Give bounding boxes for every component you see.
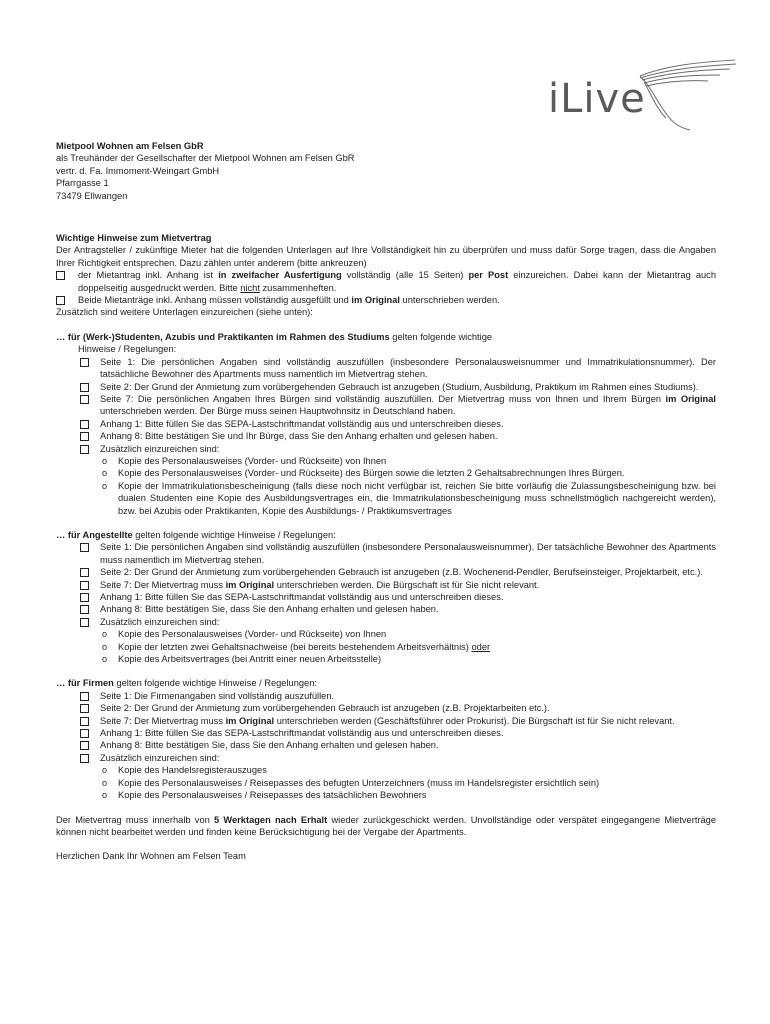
bullet: o xyxy=(102,468,108,479)
checkbox[interactable] xyxy=(80,432,89,441)
list-item: o Kopie des Personalausweises / Reisepasses des befugten Unterzeichners (muss im Handelsregister ersichtlich sein) xyxy=(102,777,600,788)
document-body xyxy=(56,140,716,863)
list-item: o Kopie des Personalausweises (Vorder- und Rückseite) von Ihnen xyxy=(102,455,387,466)
bullet: o xyxy=(102,629,108,640)
checkbox[interactable] xyxy=(56,271,65,280)
checkbox[interactable] xyxy=(80,605,89,614)
list-item: o Kopie des Personalausweises (Vorder- und Rückseite) des Bürgen sowie die letzten 2 Gehaltsabrechnungen Ihres Bürgen. xyxy=(102,468,625,479)
list-item: o Kopie der Immatrikulationsbescheinigung (falls diese noch nicht verfügbar ist, reichen Sie bitte vorläufig die Zulassungsbescheinigung bzw. bei dualen Studenten eine Kopie des Ausbildungsvertrages ein, die Immatrikulationsbescheinigung muss schnellstmöglich nachgereicht werden), bzw. bei Azubis oder Praktikanten, Kopie des Ausbildungs- / Praktikumsvertrages xyxy=(102,480,716,516)
checklist-item: Anhang 1: Bitte füllen Sie das SEPA-Lastschriftmandat vollständig aus und unterschreiben dieses. xyxy=(56,727,716,739)
list-item: o Kopie des Handelsregisterauszuges xyxy=(102,765,267,776)
address-line: 73479 Ellwangen xyxy=(56,190,128,201)
section-heading-firmen: … für Firmen gelten folgende wichtige Hinweise / Regelungen: xyxy=(56,678,317,689)
address-line: Mietpool Wohnen am Felsen GbR xyxy=(56,141,204,151)
checkbox[interactable] xyxy=(80,704,89,713)
address-block xyxy=(56,140,716,202)
checklist-item: Seite 7: Der Mietvertrag muss im Original unterschrieben werden (Geschäftsführer oder Prokurist). Die Bürgschaft ist für Sie nicht relevant. xyxy=(56,715,716,727)
section-title: Wichtige Hinweise zum Mietvertrag xyxy=(56,233,212,244)
bullet: o xyxy=(102,455,108,466)
address-line: als Treuhänder der Gesellschafter der Mietpool Wohnen am Felsen GbR xyxy=(56,153,355,164)
checkbox[interactable] xyxy=(80,717,89,726)
address-line: Pfarrgasse 1 xyxy=(56,178,109,189)
list-item: o Kopie des Arbeitsvertrages (bei Antritt einer neuen Arbeitsstelle) xyxy=(102,654,382,665)
checklist-item: Anhang 8: Bitte bestätigen Sie, dass Sie den Anhang erhalten und gelesen haben. xyxy=(56,739,716,751)
list-item: o Kopie des Personalausweises (Vorder- und Rückseite) von Ihnen xyxy=(102,629,387,640)
checklist-item: Zusätzlich einzureichen sind: xyxy=(56,443,716,455)
checklist-item: Seite 2: Der Grund der Anmietung zum vorübergehenden Gebrauch ist anzugeben (z.B. Wochenend-Pendler, Berufseinsteiger, Projektarbeit, etc.). xyxy=(56,566,716,578)
extra-note: Zusätzlich sind weitere Unterlagen einzureichen (siehe unten): xyxy=(56,307,313,318)
checklist-item: Anhang 1: Bitte füllen Sie das SEPA-Lastschriftmandat vollständig aus und unterschreiben dieses. xyxy=(56,591,716,603)
bullet: o xyxy=(102,654,108,665)
checklist-item: Seite 2: Der Grund der Anmietung zum vorübergehenden Gebrauch ist anzugeben (z.B. Projektarbeiten etc.). xyxy=(56,702,716,714)
ilive-logo xyxy=(540,58,740,138)
checklist-item: der Mietantrag inkl. Anhang ist in zweifacher Ausfertigung vollständig (alle 15 Seiten) per Post einzureichen. Dabei kann der Mietantrag auch doppelseitig ausgedruckt werden. Bitte nicht zusammenheften. xyxy=(56,269,716,294)
checklist-item: Seite 1: Die persönlichen Angaben sind vollständig auszufüllen (insbesondere Personalausweisnummer). Der tatsächliche Bewohner des Apartments muss namentlich im Mietvertrag stehen. xyxy=(56,541,716,566)
bullet: o xyxy=(102,480,108,491)
checklist-item: Seite 1: Die persönlichen Angaben sind vollständig auszufüllen (insbesondere Personalausweisnummer und Immatrikulationsnummer). Der tatsächliche Bewohner des Apartments muss namentlich im Mietvertrag stehen. xyxy=(56,356,716,381)
closing-thanks: Herzlichen Dank Ihr Wohnen am Felsen Team xyxy=(56,851,246,862)
checklist-item: Beide Mietanträge inkl. Anhang müssen vollständig ausgefüllt und im Original unterschrieben werden. xyxy=(56,294,716,306)
bullet: o xyxy=(102,790,108,801)
checkbox[interactable] xyxy=(80,754,89,763)
checkbox[interactable] xyxy=(80,618,89,627)
checkbox[interactable] xyxy=(80,692,89,701)
checkbox[interactable] xyxy=(80,395,89,404)
checklist-item: Zusätzlich einzureichen sind: xyxy=(56,752,716,764)
checkbox[interactable] xyxy=(80,568,89,577)
list-item: o Kopie des Personalausweises / Reisepasses des tatsächlichen Bewohners xyxy=(102,790,427,801)
bullet: o xyxy=(102,641,108,652)
checkbox[interactable] xyxy=(80,358,89,367)
checkbox[interactable] xyxy=(80,383,89,392)
intro-text: Der Antragsteller / zukünftige Mieter hat die folgenden Unterlagen auf Ihre Vollständigkeit hin zu überprüfen und muss dafür Sorge tragen, dass die Angaben Ihrer Richtigkeit entsprechen. Dazu zählen unter anderem (bitte ankreuzen) xyxy=(56,245,716,268)
checklist-item: Anhang 8: Bitte bestätigen Sie und Ihr Bürge, dass Sie den Anhang erhalten und gelesen haben. xyxy=(56,430,716,442)
checkbox[interactable] xyxy=(56,296,65,305)
checklist-item: Anhang 1: Bitte füllen Sie das SEPA-Lastschriftmandat vollständig aus und unterschreiben dieses. xyxy=(56,418,716,430)
logo-wordmark: iLive xyxy=(548,76,646,122)
checklist-item: Seite 2: Der Grund der Anmietung zum vorübergehenden Gebrauch ist anzugeben (Studium, Ausbildung, Praktikum im Rahmen eines Studiums). xyxy=(56,381,716,393)
closing-paragraph: Der Mietvertrag muss innerhalb von 5 Werktagen nach Erhalt wieder zurückgeschickt werden. Unvollständige oder verspätet eingegangene Mietverträge können nicht bearbeitet werden und finden keine Berücksichtigung bei der Vergabe der Apartments. xyxy=(56,814,717,837)
address-line: vertr. d. Fa. Immoment-Weingart GmbH xyxy=(56,165,220,176)
checkbox[interactable] xyxy=(80,729,89,738)
checkbox[interactable] xyxy=(80,445,89,454)
section-heading-studenten: … für (Werk-)Studenten, Azubis und Praktikanten im Rahmen des Studiums gelten folgende wichtige xyxy=(56,331,493,342)
bullet: o xyxy=(102,765,108,776)
checklist-item: Anhang 8: Bitte bestätigen Sie, dass Sie den Anhang erhalten und gelesen haben. xyxy=(56,603,716,615)
bullet: o xyxy=(102,777,108,788)
section-subheading: Hinweise / Regelungen: xyxy=(78,344,177,355)
checklist-item: Zusätzlich einzureichen sind: xyxy=(56,616,716,628)
checkbox[interactable] xyxy=(80,581,89,590)
checklist-item: Seite 1: Die Firmenangaben sind vollständig auszufüllen. xyxy=(56,690,716,702)
checklist-item: Seite 7: Der Mietvertrag muss im Original unterschrieben werden. Die Bürgschaft ist für Sie nicht relevant. xyxy=(56,579,716,591)
list-item: o Kopie der letzten zwei Gehaltsnachweise (bei bereits bestehendem Arbeitsverhältnis) oder xyxy=(102,641,491,652)
checkbox[interactable] xyxy=(80,543,89,552)
checkbox[interactable] xyxy=(80,420,89,429)
checkbox[interactable] xyxy=(80,593,89,602)
section-heading-angestellte: … für Angestellte gelten folgende wichtige Hinweise / Regelungen: xyxy=(56,529,336,540)
checklist-item: Seite 7: Die persönlichen Angaben Ihres Bürgen sind vollständig auszufüllen. Der Mietvertrag muss von Ihnen und Ihrem Bürgen im Original unterschrieben werden. Der Bürge muss seinen Hauptwohnsitz in Deutschland haben. xyxy=(56,393,716,418)
checkbox[interactable] xyxy=(80,741,89,750)
